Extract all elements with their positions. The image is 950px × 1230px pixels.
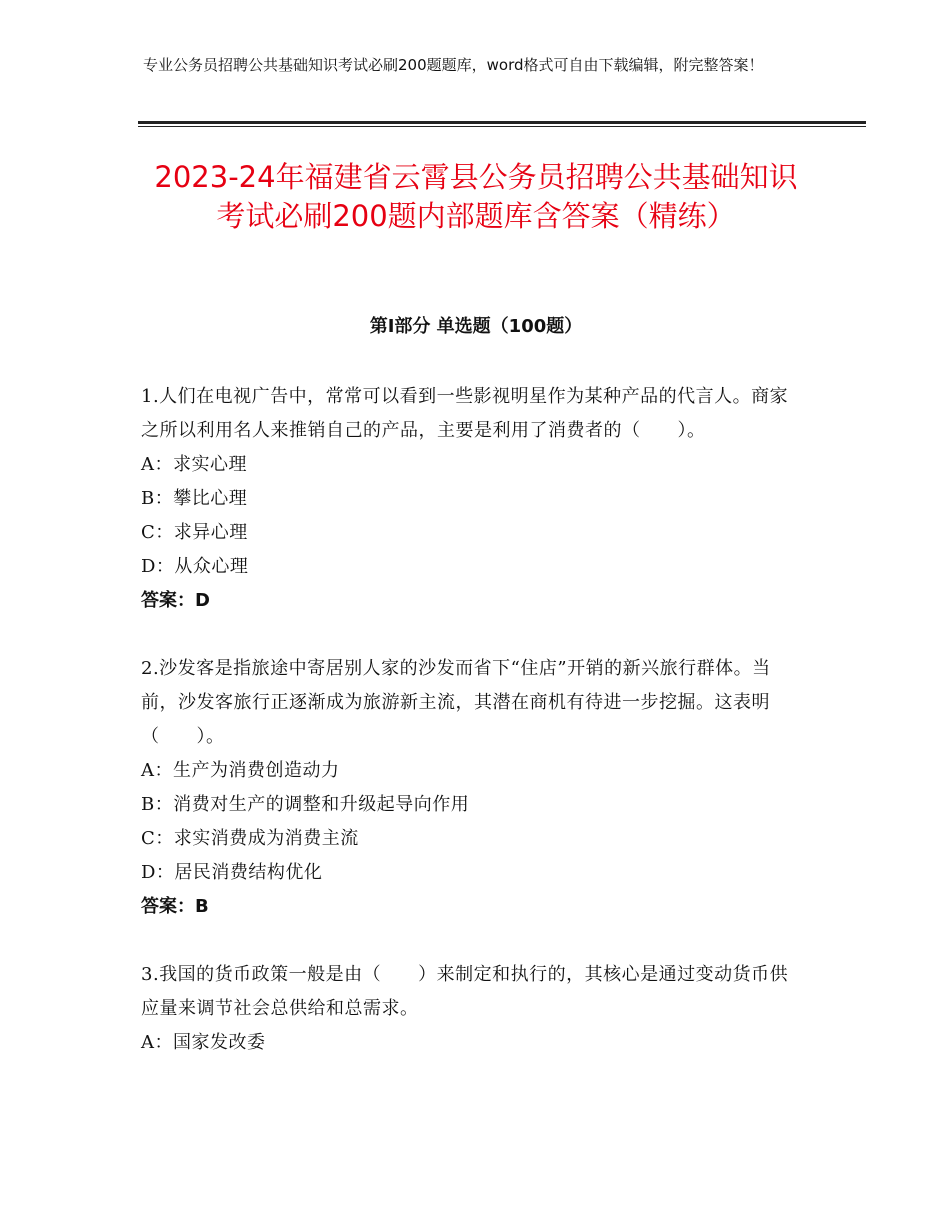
option-b: B：消费对生产的调整和升级起导向作用 [141,794,470,815]
question-1 [141,380,801,618]
question-3 [141,958,801,1060]
option-a: A：国家发改委 [141,1032,266,1053]
header-divider-thin [138,126,866,127]
section-title: 第Ⅰ部分 单选题（100题） [369,316,583,337]
option-c: C：求异心理 [141,522,248,543]
question-stem: 2.沙发客是指旅途中寄居别人家的沙发而省下“住店”开销的新兴旅行群体。当前，沙发客旅行正逐渐成为旅游新主流，其潜在商机有待进一步挖掘。这表明（ ）。 [141,658,771,747]
question-stem: 3.我国的货币政策一般是由（ ）来制定和执行的，其核心是通过变动货币供应量来调节社会总供给和总需求。 [141,964,789,1019]
option-b: B：攀比心理 [141,488,248,509]
option-a: A：生产为消费创造动力 [141,760,340,781]
question-list [141,380,801,1094]
answer-key: 答案：B [141,896,209,917]
answer-key: 答案：D [141,590,210,611]
document-title: 2023-24年福建省云霄县公务员招聘公共基础知识考试必刷200题内部题库含答案（精练） [154,160,798,233]
option-d: D：从众心理 [141,556,249,577]
question-stem: 1.人们在电视广告中，常常可以看到一些影视明星作为某种产品的代言人。商家之所以利用名人来推销自己的产品，主要是利用了消费者的（ ）。 [141,386,789,441]
header-note: 专业公务员招聘公共基础知识考试必刷200题题库，word格式可自由下载编辑，附完整答案！ [143,56,764,74]
header-divider-thick [138,121,866,124]
question-2 [141,652,801,924]
option-c: C：求实消费成为消费主流 [141,828,359,849]
option-d: D：居民消费结构优化 [141,862,323,883]
option-a: A：求实心理 [141,454,247,475]
